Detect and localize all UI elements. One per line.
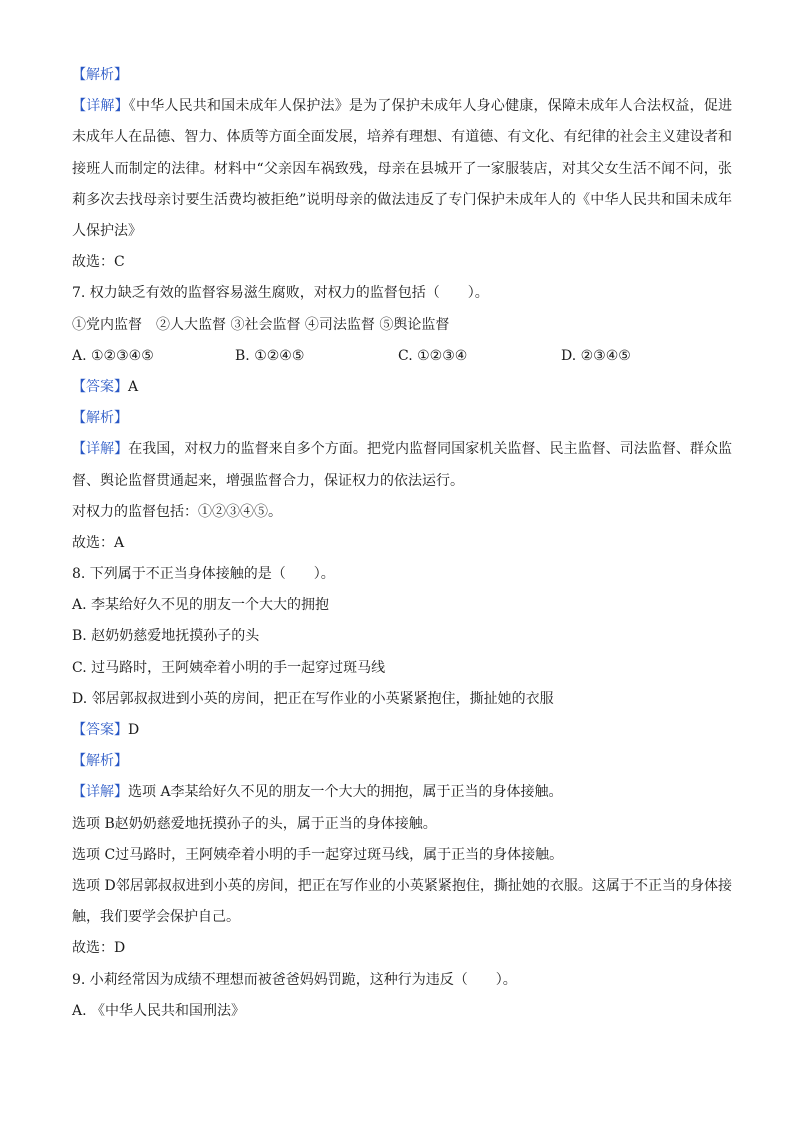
- option-a: A. 李某给好久不见的朋友一个大大的拥抱: [72, 597, 330, 614]
- option-d: D. ②③④⑤: [561, 347, 631, 364]
- question-stem: 8. 下列属于不正当身体接触的是（ ）。: [72, 566, 335, 583]
- analysis-heading: 【解析】: [72, 410, 128, 427]
- detailed-explanation: [72, 777, 732, 808]
- option-a: A. ①②③④⑤: [72, 347, 154, 364]
- detailed-explanation: [72, 91, 732, 247]
- answer-line: [72, 715, 732, 746]
- analysis-line-d: 选项 D邻居郭叔叔进到小英的房间，把正在写作业的小英紧紧抱住，撕扯她的衣服。这属于不正当的身体接触，我们要学会保护自己。: [72, 877, 732, 926]
- option-b: B. 赵奶奶慈爱地抚摸孙子的头: [72, 628, 260, 645]
- analysis-line-c: 选项 C过马路时，王阿姨牵着小明的手一起穿过斑马线，属于正当的身体接触。: [72, 846, 564, 863]
- detail-tag: 【详解】: [72, 441, 129, 458]
- explanation-summary: 对权力的监督包括：①②③④⑤。: [72, 503, 282, 520]
- answer-tag: 【答案】: [72, 722, 128, 739]
- answer-line: [72, 372, 732, 403]
- analysis-heading: 【解析】: [72, 67, 128, 83]
- answer-choice: 故选：D: [72, 940, 126, 957]
- answer-value: A: [128, 378, 139, 395]
- detail-tag: 【详解】: [72, 784, 128, 801]
- detail-text: 在我国，对权力的监督来自多个方面。把党内监督同国家机关监督、民主监督、司法监督、群众监督、舆论监督贯通起来，增强监督合力，保证权力的依法运行。: [72, 441, 733, 489]
- answer-value: D: [128, 722, 140, 739]
- analysis-heading: 【解析】: [72, 753, 128, 770]
- option-c: C. 过马路时，王阿姨牵着小明的手一起穿过斑马线: [72, 659, 386, 676]
- question-items: ①党内监督 ②人大监督 ③社会监督 ④司法监督 ⑤舆论监督: [72, 316, 450, 333]
- option-d: D. 邻居郭叔叔进到小英的房间，把正在写作业的小英紧紧抱住，撕扯她的衣服: [72, 690, 554, 707]
- answer-choice: 故选：C: [72, 254, 125, 271]
- options-row: [72, 341, 732, 372]
- answer-choice: 故选：A: [72, 534, 125, 551]
- detail-text: 《中华人民共和国未成年人保护法》是为了保护未成年人身心健康，保障未成年人合法权益，促进未成年人在品德、智力、体质等方面全面发展，培养有理想、有道德、有文化、有纪律的社会主义建设者和接班人而制定的法律。材料中“父亲因车祸致残，母亲在县城开了一家服装店，对其父女生活不闻不问，张莉多次去找母亲讨要生活费均被拒绝”说明母亲的做法违反了专门保护未成年人的《中华人民共和国未成年人保护法》: [72, 98, 733, 239]
- option-b: B. ①②④⑤: [235, 347, 305, 364]
- detail-tag: 【详解】: [72, 98, 129, 115]
- document-page: [72, 60, 732, 1027]
- analysis-line-b: 选项 B赵奶奶慈爱地抚摸孙子的头，属于正当的身体接触。: [72, 815, 437, 832]
- option-a: A. 《中华人民共和国刑法》: [72, 1002, 246, 1019]
- option-c: C. ①②③④: [398, 347, 468, 364]
- question-stem: 7. 权力缺乏有效的监督容易滋生腐败，对权力的监督包括（ ）。: [72, 285, 489, 302]
- question-stem: 9. 小莉经常因为成绩不理想而被爸爸妈妈罚跪，这种行为违反（ ）。: [72, 971, 517, 988]
- detailed-explanation: [72, 434, 732, 496]
- detail-text: 选项 A李某给好久不见的朋友一个大大的拥抱，属于正当的身体接触。: [128, 784, 563, 801]
- answer-tag: 【答案】: [72, 378, 128, 395]
